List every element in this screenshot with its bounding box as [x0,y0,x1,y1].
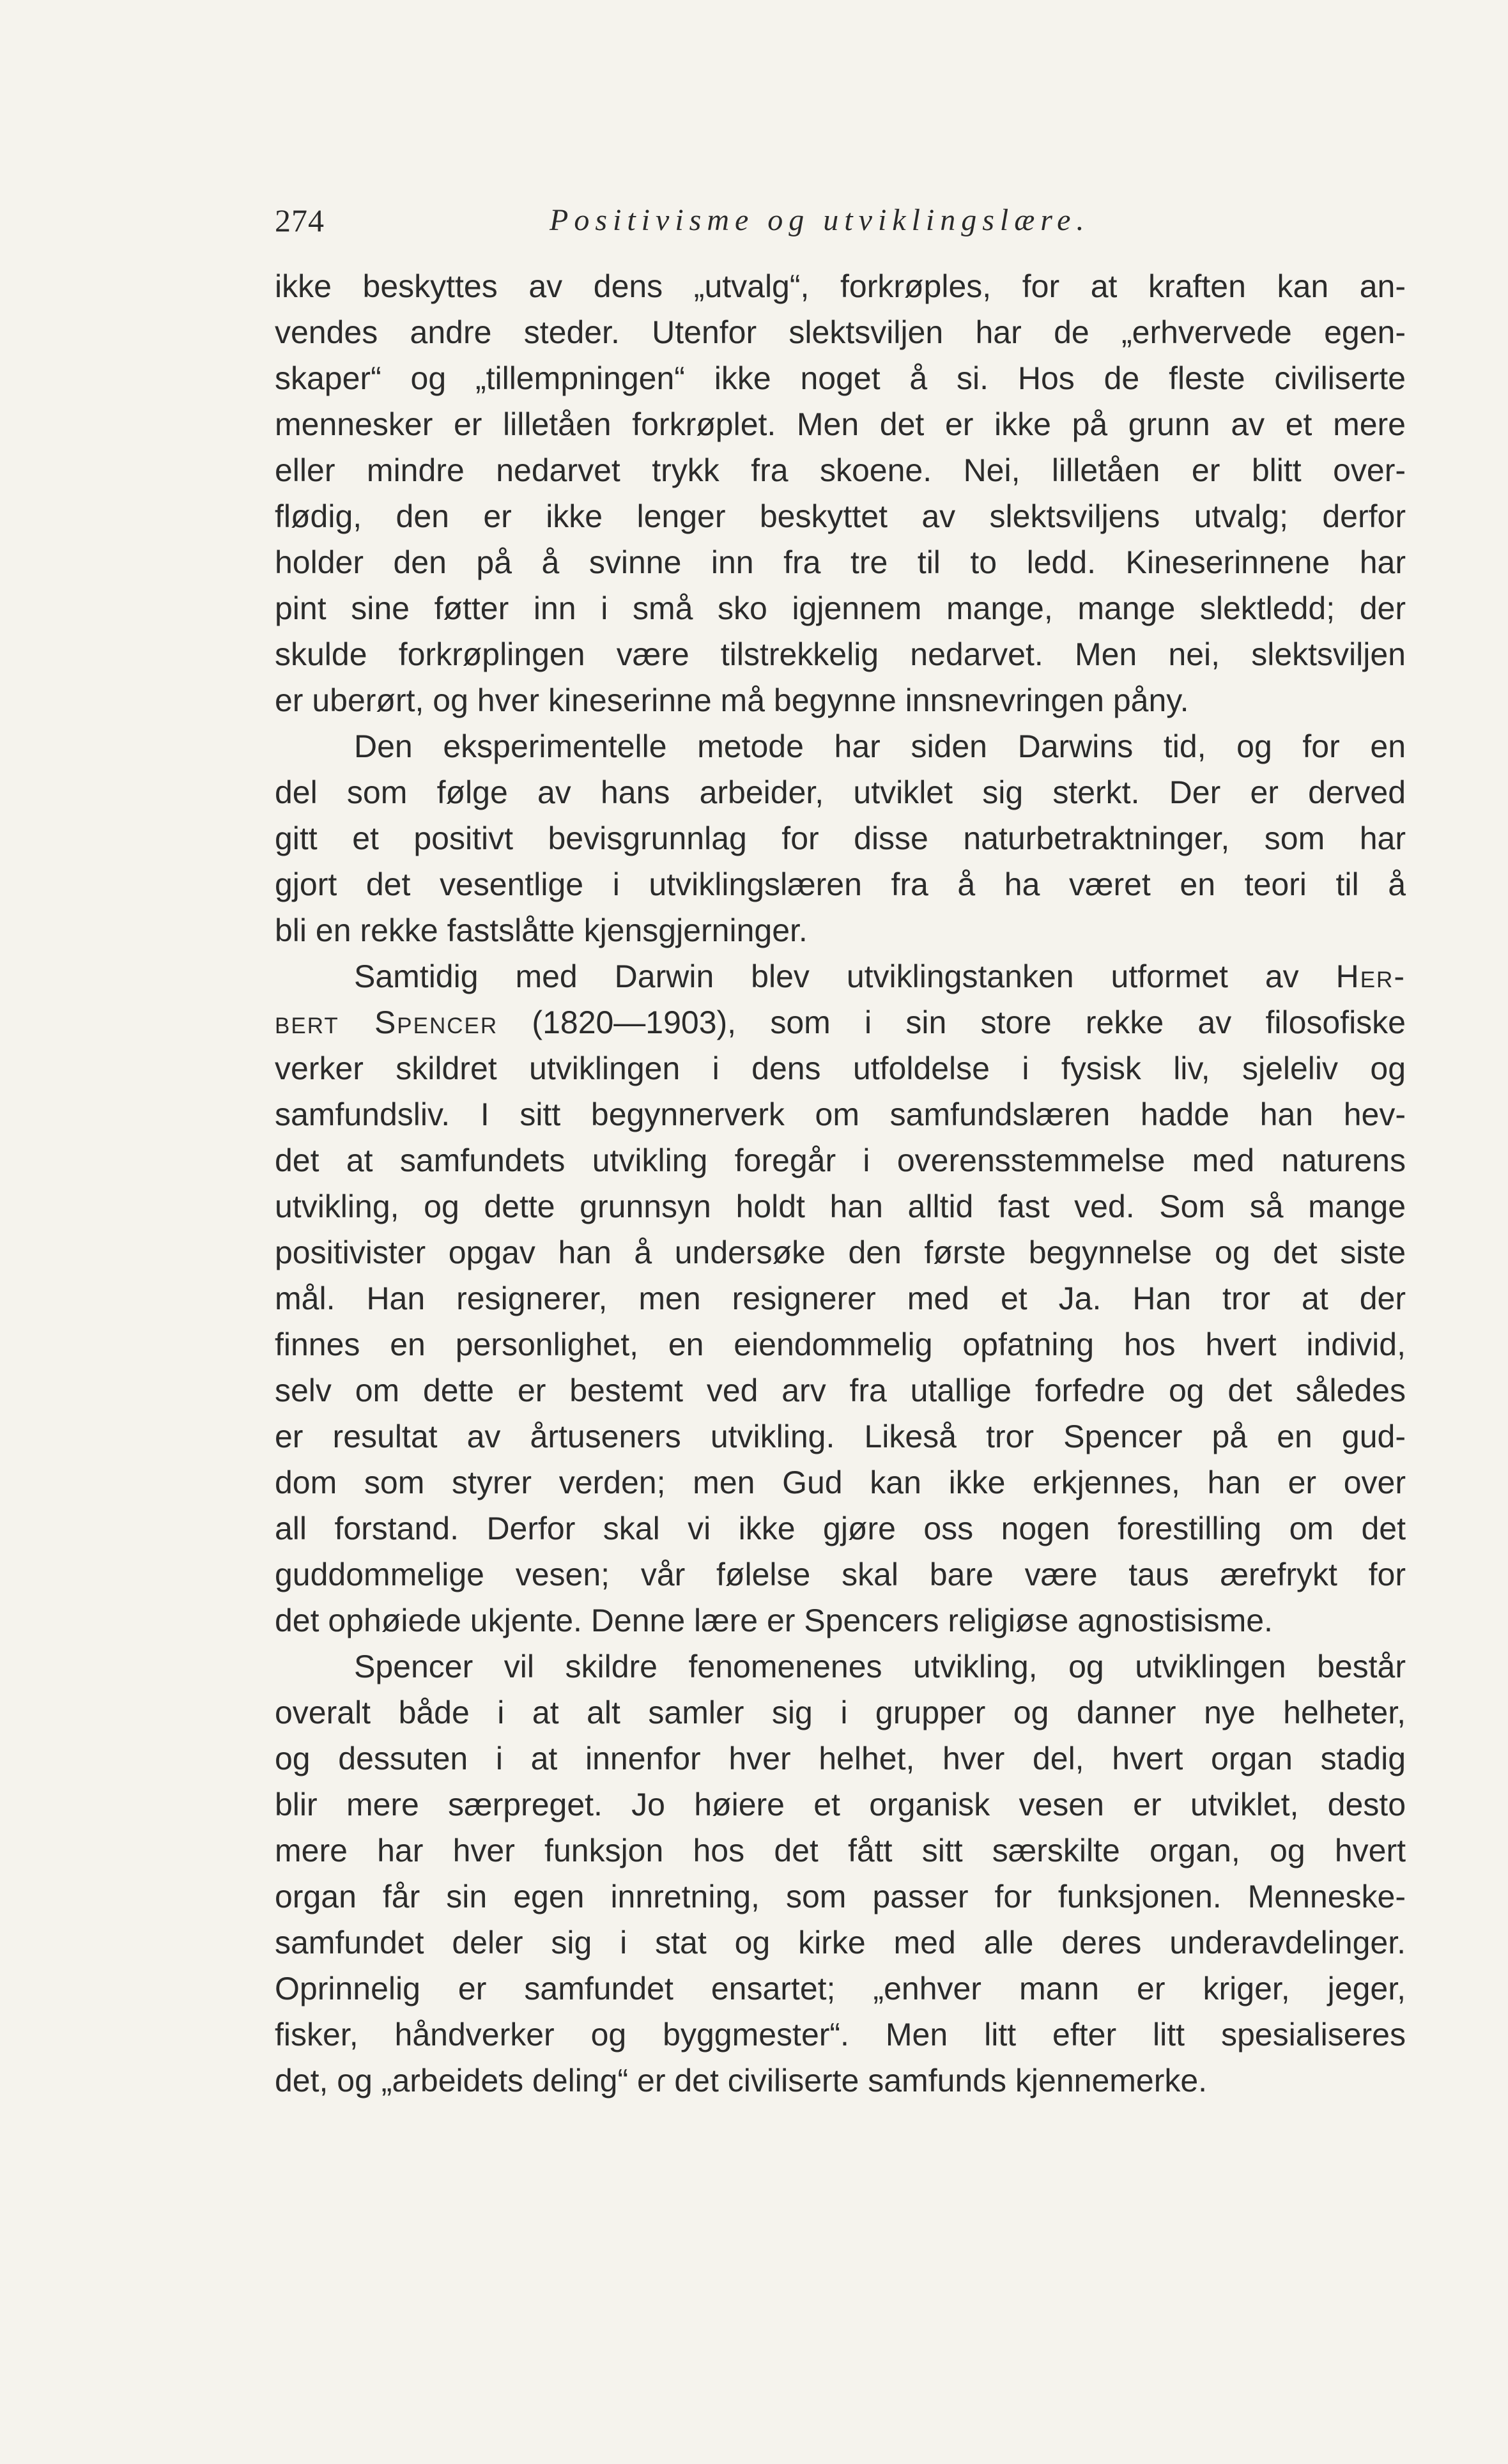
text-line: skaper“ og „tillempningen“ ikke noget å si. Hos de fleste civiliserte [275,360,1406,396]
running-header [275,195,1393,246]
text-line [275,1644,1406,1690]
text-line: gjort det vesentlige i utviklingslæren fra å ha været en teori til å [275,866,1406,902]
text-line: bli en rekke fastslåtte kjensgjerninger. [275,912,808,948]
text-line: er resultat av årtuseners utvikling. Likeså tror Spencer på en gud- [275,1419,1406,1454]
text-line: guddommelige vesen; vår følelse skal bare være taus ærefrykt for [275,1557,1406,1592]
author-name: bert Spencer [275,1005,498,1040]
author-name: Her- [1335,959,1406,994]
text-line: mål. Han resignerer, men resignerer med et Ja. Han tror at der [275,1281,1406,1316]
text-line: det, og „arbeidets deling“ er det civiliserte samfunds kjennemerke. [275,2063,1208,2098]
text-line: holder den på å svinne inn fra tre til to ledd. Kineserinnene har [275,544,1406,580]
paragraph-start: Den eksperimentelle metode har siden Darwins tid, og for en [354,728,1406,764]
body-text [275,263,1406,2104]
paragraph-start: Spencer vil skildre fenomenenes utvikling, og utviklingen består [354,1649,1406,1684]
text-line: flødig, den er ikke lenger beskyttet av slektsviljens utvalg; derfor [275,498,1406,534]
text-line [275,723,1406,769]
text-line: dom som styrer verden; men Gud kan ikke erkjennes, han er over [275,1465,1406,1500]
text-line: verker skildret utviklingen i dens utfoldelse i fysisk liv, sjeleliv og [275,1051,1406,1086]
text-line: utvikling, og dette grunnsyn holdt han alltid fast ved. Som så mange [275,1189,1406,1224]
text-line: det ophøiede ukjente. Denne lære er Spencers religiøse agnostisisme. [275,1603,1273,1638]
text-segment: (1820—1903), som i sin store rekke av filosofiske [532,1005,1406,1040]
text-line: ikke beskyttes av dens „utvalg“, forkrøples, for at kraften kan an- [275,268,1406,304]
text-line: samfundsliv. I sitt begynnerverk om samfundslæren hadde han hev- [275,1097,1406,1132]
text-line: overalt både i at alt samler sig i grupper og danner nye helheter, [275,1695,1406,1730]
running-title: Positivisme og utviklingslære. [550,203,1090,237]
text-line: blir mere særpreget. Jo høiere et organisk vesen er utviklet, desto [275,1787,1406,1822]
text-line: pint sine føtter inn i små sko igjennem mange, mange slektledd; der [275,590,1406,626]
text-line: Oprinnelig er samfundet ensartet; „enhver mann er kriger, jeger, [275,1971,1406,2006]
text-line: selv om dette er bestemt ved arv fra utallige forfedre og det således [275,1373,1406,1408]
text-line: finnes en personlighet, en eiendommelig opfatning hos hvert individ, [275,1327,1406,1362]
text-line: gitt et positivt bevisgrunnlag for disse naturbetraktninger, som har [275,820,1406,856]
text-line: samfundet deler sig i stat og kirke med alle deres underavdelinger. [275,1925,1406,1960]
text-line: organ får sin egen innretning, som passer for funksjonen. Menneske- [275,1879,1406,1914]
text-line: positivister opgav han å undersøke den første begynnelse og det siste [275,1235,1406,1270]
text-line [275,999,1406,1045]
text-line: og dessuten i at innenfor hver helhet, hver del, hvert organ stadig [275,1741,1406,1776]
paragraph-start: Samtidig med Darwin blev utviklingstanken utformet av [354,959,1299,994]
text-line: det at samfundets utvikling foregår i overensstemmelse med naturens [275,1143,1406,1178]
text-line: mere har hver funksjon hos det fått sitt særskilte organ, og hvert [275,1833,1406,1868]
text-line: fisker, håndverker og byggmester“. Men litt efter litt spesialiseres [275,2017,1406,2052]
text-line: mennesker er lilletåen forkrøplet. Men det er ikke på grunn av et mere [275,406,1406,442]
text-line: skulde forkrøplingen være tilstrekkelig nedarvet. Men nei, slektsviljen [275,636,1406,672]
text-line: vendes andre steder. Utenfor slektsviljen har de „erhvervede egen- [275,314,1406,350]
text-line: all forstand. Derfor skal vi ikke gjøre oss nogen forestilling om det [275,1511,1406,1546]
page-number: 274 [275,203,325,238]
text-line [275,953,1406,999]
text-line: er uberørt, og hver kineserinne må begynne innsnevringen påny. [275,682,1189,718]
text-line: del som følge av hans arbeider, utviklet sig sterkt. Der er derved [275,774,1406,810]
text-line: eller mindre nedarvet trykk fra skoene. Nei, lilletåen er blitt over- [275,452,1406,488]
